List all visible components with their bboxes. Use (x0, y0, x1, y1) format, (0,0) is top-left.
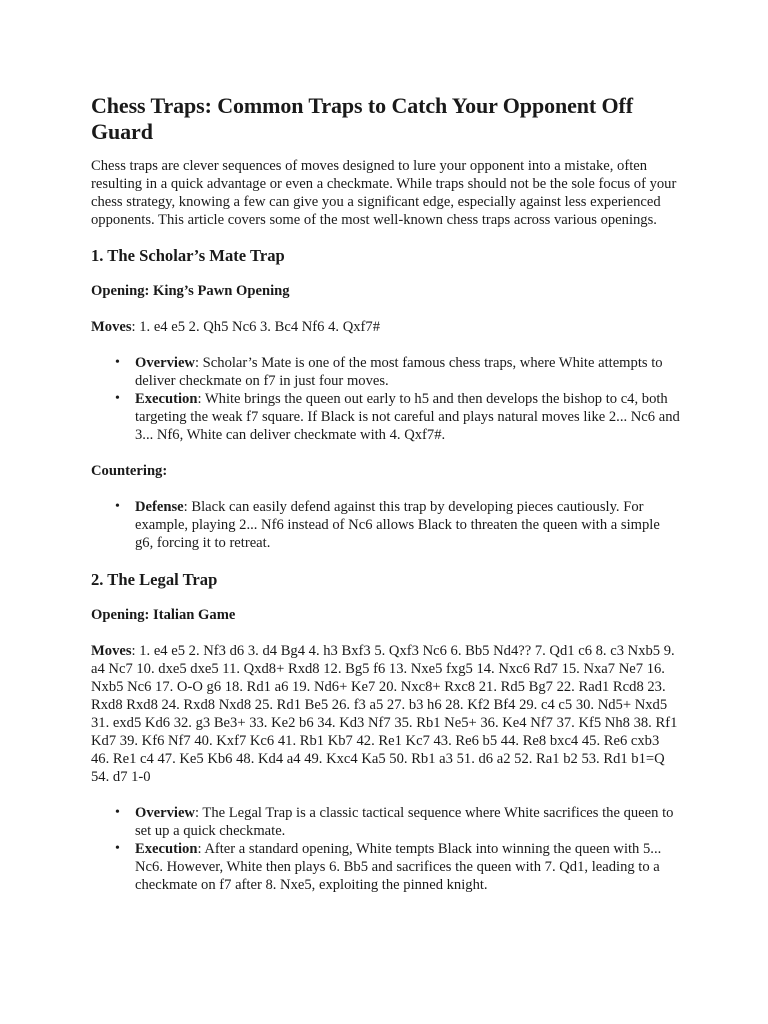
bullet-text: : After a standard opening, White tempts Black into winning the queen with 5... Nc6. However, White then plays 6. Bb5 and sacrifices the queen with 7. Qd1, leading to a checkmate on f7 after 8. Nxe5, exploiting the pinned knight. (135, 841, 662, 893)
moves-text: : 1. e4 e5 2. Nf3 d6 3. d4 Bg4 4. h3 Bxf3 5. Qxf3 Nc6 6. Bb5 Nd4?? 7. Qd1 c6 8. c3 Nxb5 9. a4 Nc7 10. dxe5 dxe5 11. Qxd8+ Rxd8 12. Bg5 f6 13. Nxe5 fxg5 14. Nxc6 Rd7 15. Nxa7 Ne7 16. Nxb5 Nc6 17. O-O g6 18. Rd1 a6 19. Nd6+ Ke7 20. Nxc8+ Rxc8 21. Rd5 Bg7 22. Rad1 Rcd8 23. Rxd8 Rxd8 24. Rxd8 Nxd8 25. Rd1 Be5 26. f3 a5 27. b3 h6 28. Kf2 Bf4 29. c4 c5 30. Nd5+ Nxd5 31. exd5 Kd6 32. g3 Be3+ 33. Ke2 b6 34. Kd3 Nf7 35. Rb1 Ne5+ 36. Ke4 Nf7 37. Kf5 Nh8 38. Rf1 Kd7 39. Kf6 Nf7 40. Kxf7 Kc6 41. Rb1 Kb7 42. Re1 Kc7 43. Re6 b5 44. Re8 bxc4 45. Re6 cxb3 46. Re1 c4 47. Ke5 Kb6 48. Kd4 a4 49. Kxc4 Ka5 50. Rb1 a3 51. d6 a2 52. Ra1 b2 53. Rd1 b1=Q 54. d7 1-0 (91, 643, 678, 785)
bullet-text: : White brings the queen out early to h5 and then develops the bishop to c4, both targeting the weak f7 square. If Black is not careful and plays natural moves like 2... Nc6 and 3... Nf6, White can deliver checkmate with 4. Qxf7#. (135, 391, 680, 443)
moves-paragraph (91, 642, 680, 786)
list-item-overview (135, 354, 680, 390)
bullet-list (91, 804, 680, 894)
list-item-execution (135, 390, 680, 444)
bullet-list (91, 498, 680, 552)
section-heading-scholars-mate: 1. The Scholar’s Mate Trap (91, 246, 285, 265)
bullet-label: Execution (135, 391, 198, 407)
opening-label: Opening: Italian Game (91, 607, 236, 623)
bullet-text: : Black can easily defend against this trap by developing pieces cautiously. For example, playing 2... Nf6 instead of Nc6 allows Black to threaten the queen with a simple g6, forcing it to retreat. (135, 499, 660, 551)
moves-label: Moves (91, 643, 132, 659)
moves-label: Moves (91, 319, 132, 335)
list-item-defense (135, 498, 680, 552)
bullet-label: Execution (135, 841, 198, 857)
opening-label: Opening: King’s Pawn Opening (91, 283, 290, 299)
bullet-label: Overview (135, 805, 195, 821)
section-heading-legal-trap: 2. The Legal Trap (91, 570, 218, 589)
list-item-overview (135, 804, 680, 840)
bullet-list (91, 354, 680, 444)
moves-text: : 1. e4 e5 2. Qh5 Nc6 3. Bc4 Nf6 4. Qxf7# (131, 319, 380, 335)
list-item-execution (135, 840, 680, 894)
bullet-text: : The Legal Trap is a classic tactical sequence where White sacrifices the queen to set up a quick checkmate. (135, 805, 674, 839)
bullet-text: : Scholar’s Mate is one of the most famous chess traps, where White attempts to deliver checkmate on f7 in just four moves. (135, 355, 663, 389)
countering-label: Countering: (91, 463, 168, 479)
moves-paragraph (91, 318, 680, 336)
intro-paragraph: Chess traps are clever sequences of moves designed to lure your opponent into a mistake, often resulting in a quick advantage or even a checkmate. While traps should not be the sole focus of your chess strategy, knowing a few can give you a significant edge, especially against less experienced opponents. This article covers some of the most well-known chess traps across various openings. (91, 158, 677, 228)
article-title: Chess Traps: Common Traps to Catch Your Opponent Off Guard (91, 93, 634, 144)
bullet-label: Overview (135, 355, 195, 371)
bullet-label: Defense (135, 499, 184, 515)
